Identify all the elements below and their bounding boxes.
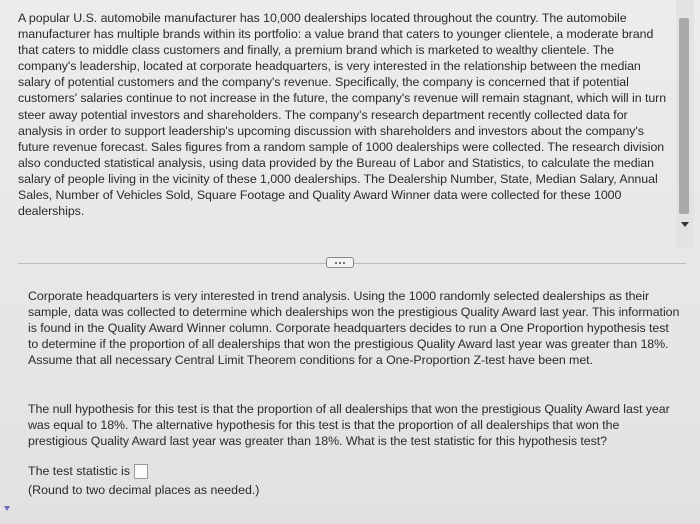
- ellipsis-icon: [339, 262, 341, 264]
- question-context: Corporate headquarters is very interested in trend analysis. Using the 1000 randomly selected dealerships as their sample, data was collected to determine which dealerships won the prestigious Quality Award last year. This information is found in the Quality Award Winner column. Corporate headquarters decides to run a One Proportion hypothesis test to determine if the proportion of all dealerships that won the prestigious Quality Award last year was greater than 18%. Assume that all necessary Central Limit Theorem conditions for a One-Proportion Z-test have been met.: [28, 289, 680, 368]
- answer-label: The test statistic is: [28, 464, 130, 478]
- ellipsis-icon: [343, 262, 345, 264]
- scrollbar-thumb[interactable]: [679, 18, 689, 214]
- scenario-text: A popular U.S. automobile manufacturer has 10,000 dealerships located throughout the country. The automobile manufacturer has multiple brands within its portfolio: a value brand that caters to younger clientele, a moderate brand that caters to middle class customers and finally, a premium brand which is marketed to wealthy clientele. The company's leadership, located at corporate headquarters, is very interested in the relationship between the median salary of potential customers and the company's revenue. Specifically, the company is concerned that if potential customers' salaries continue to not increase in the future, the company's revenue will remain stagnant, which will in turn steer away potential investors and shareholders. The company's research department recently collected data for analysis in order to support leadership's upcoming discussion with shareholders and investors about the company's future revenue forecast. Sales figures from a random sample of 1000 dealerships were collected. The research division also conducted statistical analysis, using data provided by the Bureau of Labor and Statistics, to calculate the median salary of people living in the vicinity of these 1,000 dealerships. The Dealership Number, State, Median Salary, Annual Sales, Number of Vehicles Sold, Square Footage and Quality Award Winner data were collected for these 1000 dealerships.: [18, 11, 667, 219]
- ellipsis-icon: [335, 262, 337, 264]
- triangle-down-icon: [4, 506, 10, 511]
- triangle-down-icon[interactable]: [681, 222, 689, 227]
- expand-button[interactable]: [326, 257, 354, 268]
- rounding-note: (Round to two decimal places as needed.): [28, 483, 260, 497]
- question-prompt: The null hypothesis for this test is that the proportion of all dealerships that won the prestigious Quality Award last year was equal to 18%. The alternative hypothesis for this test is that the proportion of all dealerships that won the prestigious Quality Award last year was greater than 18%. What is the test statistic for this hypothesis test?: [28, 402, 670, 449]
- test-statistic-input[interactable]: [134, 464, 148, 479]
- answer-row: [28, 463, 148, 479]
- scenario-pane: [0, 0, 676, 248]
